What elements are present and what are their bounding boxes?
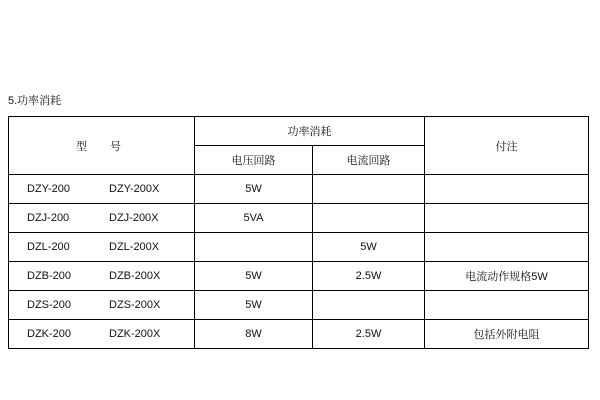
table-row — [9, 262, 589, 291]
header-note: 付注 — [425, 117, 589, 175]
table-row — [9, 233, 589, 262]
model-name-secondary: DZS-200X — [109, 299, 161, 311]
cell-voltage: 5W — [195, 262, 313, 291]
cell-note: 电流动作规格5W — [425, 262, 589, 291]
model-name-secondary: DZL-200X — [109, 241, 160, 253]
model-name-primary: DZJ-200 — [27, 212, 70, 224]
cell-model — [9, 233, 195, 262]
model-name-secondary: DZJ-200X — [109, 212, 159, 224]
cell-voltage: 5W — [195, 291, 313, 320]
cell-note — [425, 175, 589, 204]
table-row — [9, 204, 589, 233]
model-name-primary: DZL-200 — [27, 241, 70, 253]
table-row — [9, 175, 589, 204]
cell-voltage — [195, 233, 313, 262]
header-voltage-circuit: 电压回路 — [195, 146, 313, 175]
header-power-consumption: 功率消耗 — [195, 117, 425, 146]
table-row — [9, 320, 589, 349]
section-title: 5.功率消耗 — [8, 95, 62, 107]
cell-model — [9, 262, 195, 291]
cell-voltage: 5W — [195, 175, 313, 204]
cell-note — [425, 291, 589, 320]
model-name-primary: DZB-200 — [27, 270, 72, 282]
header-current-circuit: 电流回路 — [313, 146, 425, 175]
cell-model — [9, 320, 195, 349]
model-name-primary: DZS-200 — [27, 299, 72, 311]
cell-model — [9, 204, 195, 233]
model-name-secondary: DZK-200X — [109, 328, 161, 340]
model-name-primary: DZK-200 — [27, 328, 72, 340]
table-row — [9, 291, 589, 320]
power-consumption-table-wrapper — [8, 116, 588, 349]
cell-voltage: 8W — [195, 320, 313, 349]
model-name-secondary: DZY-200X — [109, 183, 160, 195]
cell-current: 5W — [313, 233, 425, 262]
power-consumption-table — [8, 116, 589, 349]
cell-note — [425, 233, 589, 262]
header-model: 型 号 — [9, 117, 195, 175]
model-name-primary: DZY-200 — [27, 183, 71, 195]
cell-current — [313, 291, 425, 320]
cell-current — [313, 175, 425, 204]
cell-voltage: 5VA — [195, 204, 313, 233]
cell-note — [425, 204, 589, 233]
cell-note: 包括外附电阻 — [425, 320, 589, 349]
cell-current — [313, 204, 425, 233]
table-body — [9, 175, 589, 349]
cell-model — [9, 291, 195, 320]
table-header — [9, 117, 589, 175]
model-name-secondary: DZB-200X — [109, 270, 161, 282]
table-header-row-1 — [9, 117, 589, 146]
cell-model — [9, 175, 195, 204]
cell-current: 2.5W — [313, 262, 425, 291]
cell-current: 2.5W — [313, 320, 425, 349]
